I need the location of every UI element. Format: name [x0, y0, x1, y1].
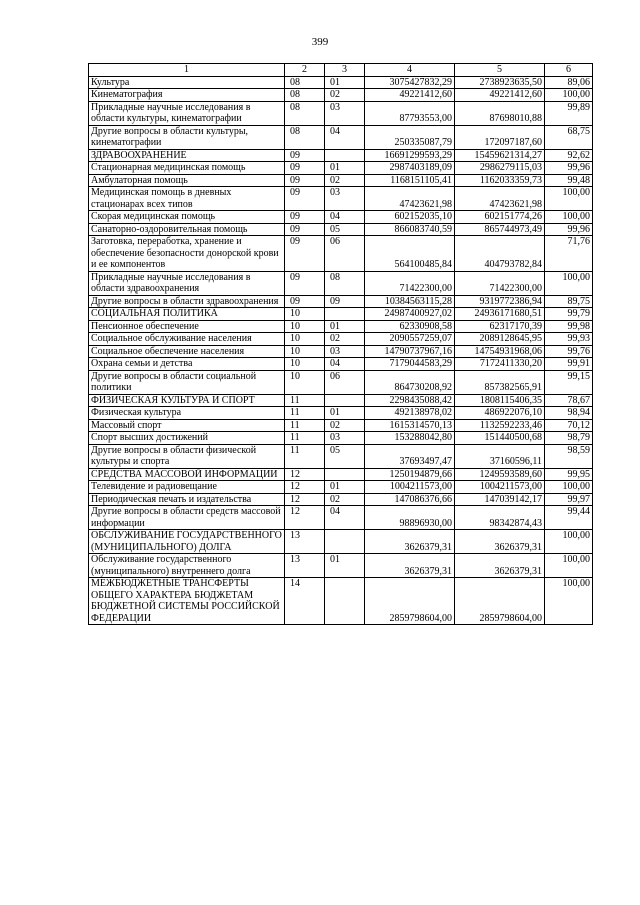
- row-executed-amount: 147039142,17: [455, 493, 545, 506]
- row-executed-amount: 62317170,39: [455, 320, 545, 333]
- row-percent: 100,00: [545, 89, 593, 102]
- header-row: [89, 64, 593, 77]
- table-row: [89, 308, 593, 321]
- row-subsection-code: 08: [325, 271, 365, 295]
- row-section-code: 10: [285, 333, 325, 346]
- row-percent: 89,75: [545, 295, 593, 308]
- row-planned-amount: 2298435088,42: [365, 394, 455, 407]
- row-planned-amount: 1615314570,13: [365, 419, 455, 432]
- table-row: [89, 530, 593, 554]
- row-percent: 99,96: [545, 223, 593, 236]
- row-section-code: 09: [285, 236, 325, 272]
- row-name: Кинематография: [89, 89, 285, 102]
- table-row: [89, 320, 593, 333]
- row-subsection-code: 03: [325, 432, 365, 445]
- row-executed-amount: 486922076,10: [455, 407, 545, 420]
- row-subsection-code: [325, 578, 365, 625]
- row-name: Обслуживание государственного (муниципального) внутреннего долга: [89, 554, 285, 578]
- row-planned-amount: 602152035,10: [365, 211, 455, 224]
- row-executed-amount: 14754931968,06: [455, 345, 545, 358]
- row-section-code: 10: [285, 345, 325, 358]
- row-percent: 98,59: [545, 444, 593, 468]
- row-planned-amount: 49221412,60: [365, 89, 455, 102]
- row-percent: 89,06: [545, 76, 593, 89]
- row-subsection-code: 03: [325, 187, 365, 211]
- column-header: 4: [365, 64, 455, 77]
- row-planned-amount: 2987403189,09: [365, 162, 455, 175]
- row-executed-amount: 2089128645,95: [455, 333, 545, 346]
- row-subsection-code: 04: [325, 125, 365, 149]
- row-executed-amount: 865744973,49: [455, 223, 545, 236]
- row-name: ФИЗИЧЕСКАЯ КУЛЬТУРА И СПОРТ: [89, 394, 285, 407]
- row-section-code: 09: [285, 223, 325, 236]
- table-row: [89, 419, 593, 432]
- table-row: [89, 125, 593, 149]
- row-section-code: 09: [285, 162, 325, 175]
- table-row: [89, 333, 593, 346]
- row-name: Периодическая печать и издательства: [89, 493, 285, 506]
- row-planned-amount: 564100485,84: [365, 236, 455, 272]
- table-row: [89, 223, 593, 236]
- row-planned-amount: 87793553,00: [365, 101, 455, 125]
- table-row: [89, 432, 593, 445]
- row-planned-amount: 3075427832,29: [365, 76, 455, 89]
- row-executed-amount: 2738923635,50: [455, 76, 545, 89]
- row-planned-amount: 3626379,31: [365, 554, 455, 578]
- row-name: Санаторно-оздоровительная помощь: [89, 223, 285, 236]
- row-subsection-code: [325, 530, 365, 554]
- row-executed-amount: 172097187,60: [455, 125, 545, 149]
- row-subsection-code: [325, 468, 365, 481]
- table-row: [89, 345, 593, 358]
- row-percent: 99,15: [545, 370, 593, 394]
- row-name: СРЕДСТВА МАССОВОЙ ИНФОРМАЦИИ: [89, 468, 285, 481]
- row-name: Пенсионное обеспечение: [89, 320, 285, 333]
- row-planned-amount: 2859798604,00: [365, 578, 455, 625]
- row-planned-amount: 3626379,31: [365, 530, 455, 554]
- row-planned-amount: 153288042,80: [365, 432, 455, 445]
- row-planned-amount: 1250194879,66: [365, 468, 455, 481]
- row-name: Физическая культура: [89, 407, 285, 420]
- row-subsection-code: 04: [325, 506, 365, 530]
- budget-table: [88, 63, 593, 625]
- row-percent: 99,95: [545, 468, 593, 481]
- row-name: Стационарная медицинская помощь: [89, 162, 285, 175]
- row-section-code: 12: [285, 493, 325, 506]
- row-planned-amount: 2090557259,07: [365, 333, 455, 346]
- page-number: 399: [311, 36, 329, 48]
- row-percent: 78,67: [545, 394, 593, 407]
- row-name: Другие вопросы в области средств массовой информации: [89, 506, 285, 530]
- table-row: [89, 394, 593, 407]
- row-executed-amount: 1162033359,73: [455, 174, 545, 187]
- row-section-code: 08: [285, 76, 325, 89]
- row-percent: 68,75: [545, 125, 593, 149]
- row-planned-amount: 14790737967,16: [365, 345, 455, 358]
- row-percent: 70,12: [545, 419, 593, 432]
- row-executed-amount: 1249593589,60: [455, 468, 545, 481]
- row-subsection-code: 01: [325, 76, 365, 89]
- row-executed-amount: 1132592233,46: [455, 419, 545, 432]
- row-section-code: 10: [285, 320, 325, 333]
- row-executed-amount: 602151774,26: [455, 211, 545, 224]
- row-executed-amount: 87698010,88: [455, 101, 545, 125]
- row-percent: 71,76: [545, 236, 593, 272]
- table-row: [89, 444, 593, 468]
- row-executed-amount: 9319772386,94: [455, 295, 545, 308]
- row-planned-amount: 62330908,58: [365, 320, 455, 333]
- row-subsection-code: 06: [325, 236, 365, 272]
- table-row: [89, 554, 593, 578]
- row-executed-amount: 1808115406,35: [455, 394, 545, 407]
- row-name: Охрана семьи и детства: [89, 358, 285, 371]
- row-percent: 100,00: [545, 187, 593, 211]
- row-planned-amount: 7179044583,29: [365, 358, 455, 371]
- row-executed-amount: 24936171680,51: [455, 308, 545, 321]
- row-section-code: 11: [285, 419, 325, 432]
- table-row: [89, 481, 593, 494]
- table-row: [89, 578, 593, 625]
- row-subsection-code: 06: [325, 370, 365, 394]
- row-executed-amount: 3626379,31: [455, 530, 545, 554]
- row-name: Другие вопросы в области социальной политики: [89, 370, 285, 394]
- row-subsection-code: [325, 149, 365, 162]
- table-row: [89, 89, 593, 102]
- row-name: Социальное обеспечение населения: [89, 345, 285, 358]
- row-section-code: 11: [285, 432, 325, 445]
- row-name: СОЦИАЛЬНАЯ ПОЛИТИКА: [89, 308, 285, 321]
- row-planned-amount: 147086376,66: [365, 493, 455, 506]
- row-name: Заготовка, переработка, хранение и обеспечение безопасности донорской крови и ее компонентов: [89, 236, 285, 272]
- table-row: [89, 101, 593, 125]
- row-name: Культура: [89, 76, 285, 89]
- table-row: [89, 162, 593, 175]
- row-executed-amount: 2859798604,00: [455, 578, 545, 625]
- row-subsection-code: 03: [325, 101, 365, 125]
- column-header: 1: [89, 64, 285, 77]
- row-percent: 100,00: [545, 578, 593, 625]
- row-executed-amount: 151440500,68: [455, 432, 545, 445]
- row-section-code: 09: [285, 174, 325, 187]
- table-row: [89, 174, 593, 187]
- row-executed-amount: 2986279115,03: [455, 162, 545, 175]
- table-row: [89, 468, 593, 481]
- row-executed-amount: 3626379,31: [455, 554, 545, 578]
- row-percent: 99,97: [545, 493, 593, 506]
- row-section-code: 09: [285, 187, 325, 211]
- row-subsection-code: 01: [325, 320, 365, 333]
- row-section-code: 09: [285, 211, 325, 224]
- row-name: Другие вопросы в области здравоохранения: [89, 295, 285, 308]
- row-section-code: 10: [285, 358, 325, 371]
- row-section-code: 09: [285, 271, 325, 295]
- row-planned-amount: 98896930,00: [365, 506, 455, 530]
- row-name: Прикладные научные исследования в области здравоохранения: [89, 271, 285, 295]
- row-percent: 99,96: [545, 162, 593, 175]
- row-executed-amount: 47423621,98: [455, 187, 545, 211]
- row-percent: 99,93: [545, 333, 593, 346]
- row-subsection-code: 04: [325, 358, 365, 371]
- row-planned-amount: 492138978,02: [365, 407, 455, 420]
- row-section-code: 12: [285, 506, 325, 530]
- row-percent: 98,79: [545, 432, 593, 445]
- row-name: Медицинская помощь в дневных стационарах всех типов: [89, 187, 285, 211]
- row-name: Другие вопросы в области культуры, кинематографии: [89, 125, 285, 149]
- row-section-code: 09: [285, 295, 325, 308]
- row-name: Прикладные научные исследования в области культуры, кинематографии: [89, 101, 285, 125]
- row-planned-amount: 866083740,59: [365, 223, 455, 236]
- row-name: Другие вопросы в области физической культуры и спорта: [89, 444, 285, 468]
- table-row: [89, 506, 593, 530]
- row-name: ЗДРАВООХРАНЕНИЕ: [89, 149, 285, 162]
- row-subsection-code: 01: [325, 481, 365, 494]
- row-planned-amount: 47423621,98: [365, 187, 455, 211]
- row-planned-amount: 37693497,47: [365, 444, 455, 468]
- row-executed-amount: 15459621314,27: [455, 149, 545, 162]
- row-executed-amount: 71422300,00: [455, 271, 545, 295]
- table-row: [89, 187, 593, 211]
- row-percent: 100,00: [545, 530, 593, 554]
- row-section-code: 10: [285, 370, 325, 394]
- row-section-code: 13: [285, 554, 325, 578]
- row-name: МЕЖБЮДЖЕТНЫЕ ТРАНСФЕРТЫ ОБЩЕГО ХАРАКТЕРА БЮДЖЕТАМ БЮДЖЕТНОЙ СИСТЕМЫ РОССИЙСКОЙ ФЕДЕРАЦИИ: [89, 578, 285, 625]
- row-percent: 99,44: [545, 506, 593, 530]
- row-section-code: 12: [285, 481, 325, 494]
- row-planned-amount: 24987400927,02: [365, 308, 455, 321]
- row-executed-amount: 49221412,60: [455, 89, 545, 102]
- row-name: Социальное обслуживание населения: [89, 333, 285, 346]
- row-planned-amount: 1004211573,00: [365, 481, 455, 494]
- table-row: [89, 493, 593, 506]
- row-subsection-code: 04: [325, 211, 365, 224]
- row-percent: 99,98: [545, 320, 593, 333]
- row-section-code: 13: [285, 530, 325, 554]
- row-percent: 99,48: [545, 174, 593, 187]
- row-subsection-code: 01: [325, 407, 365, 420]
- table-row: [89, 358, 593, 371]
- row-section-code: 08: [285, 89, 325, 102]
- row-planned-amount: 71422300,00: [365, 271, 455, 295]
- table-row: [89, 271, 593, 295]
- row-subsection-code: [325, 394, 365, 407]
- row-section-code: 11: [285, 407, 325, 420]
- row-executed-amount: 98342874,43: [455, 506, 545, 530]
- table-row: [89, 295, 593, 308]
- row-subsection-code: 03: [325, 345, 365, 358]
- row-subsection-code: 01: [325, 554, 365, 578]
- row-section-code: 11: [285, 394, 325, 407]
- row-percent: 99,91: [545, 358, 593, 371]
- row-percent: 98,94: [545, 407, 593, 420]
- row-subsection-code: [325, 308, 365, 321]
- row-executed-amount: 857382565,91: [455, 370, 545, 394]
- row-subsection-code: 02: [325, 333, 365, 346]
- table-row: [89, 76, 593, 89]
- row-subsection-code: 09: [325, 295, 365, 308]
- row-percent: 99,89: [545, 101, 593, 125]
- column-header: 2: [285, 64, 325, 77]
- row-planned-amount: 1168151105,41: [365, 174, 455, 187]
- row-section-code: 14: [285, 578, 325, 625]
- row-name: Спорт высших достижений: [89, 432, 285, 445]
- row-executed-amount: 1004211573,00: [455, 481, 545, 494]
- row-subsection-code: 05: [325, 444, 365, 468]
- row-section-code: 12: [285, 468, 325, 481]
- table-row: [89, 149, 593, 162]
- row-section-code: 08: [285, 125, 325, 149]
- row-percent: 99,79: [545, 308, 593, 321]
- row-percent: 100,00: [545, 481, 593, 494]
- table-row: [89, 236, 593, 272]
- row-percent: 92,62: [545, 149, 593, 162]
- row-section-code: 09: [285, 149, 325, 162]
- row-planned-amount: 10384563115,28: [365, 295, 455, 308]
- row-executed-amount: 404793782,84: [455, 236, 545, 272]
- row-executed-amount: 7172411330,20: [455, 358, 545, 371]
- row-planned-amount: 864730208,92: [365, 370, 455, 394]
- column-header: 3: [325, 64, 365, 77]
- row-name: Амбулаторная помощь: [89, 174, 285, 187]
- row-subsection-code: 02: [325, 419, 365, 432]
- row-section-code: 08: [285, 101, 325, 125]
- row-subsection-code: 02: [325, 89, 365, 102]
- row-name: Массовый спорт: [89, 419, 285, 432]
- row-executed-amount: 37160596,11: [455, 444, 545, 468]
- row-subsection-code: 02: [325, 174, 365, 187]
- row-name: Телевидение и радиовещание: [89, 481, 285, 494]
- row-percent: 100,00: [545, 271, 593, 295]
- row-percent: 100,00: [545, 554, 593, 578]
- row-percent: 99,76: [545, 345, 593, 358]
- row-planned-amount: 250335087,79: [365, 125, 455, 149]
- row-name: ОБСЛУЖИВАНИЕ ГОСУДАРСТВЕННОГО (МУНИЦИПАЛЬНОГО) ДОЛГА: [89, 530, 285, 554]
- column-header: 5: [455, 64, 545, 77]
- table-row: [89, 407, 593, 420]
- table-row: [89, 211, 593, 224]
- row-subsection-code: 01: [325, 162, 365, 175]
- row-planned-amount: 16691299593,29: [365, 149, 455, 162]
- row-section-code: 11: [285, 444, 325, 468]
- row-subsection-code: 02: [325, 493, 365, 506]
- row-section-code: 10: [285, 308, 325, 321]
- table-row: [89, 370, 593, 394]
- column-header: 6: [545, 64, 593, 77]
- row-percent: 100,00: [545, 211, 593, 224]
- row-subsection-code: 05: [325, 223, 365, 236]
- row-name: Скорая медицинская помощь: [89, 211, 285, 224]
